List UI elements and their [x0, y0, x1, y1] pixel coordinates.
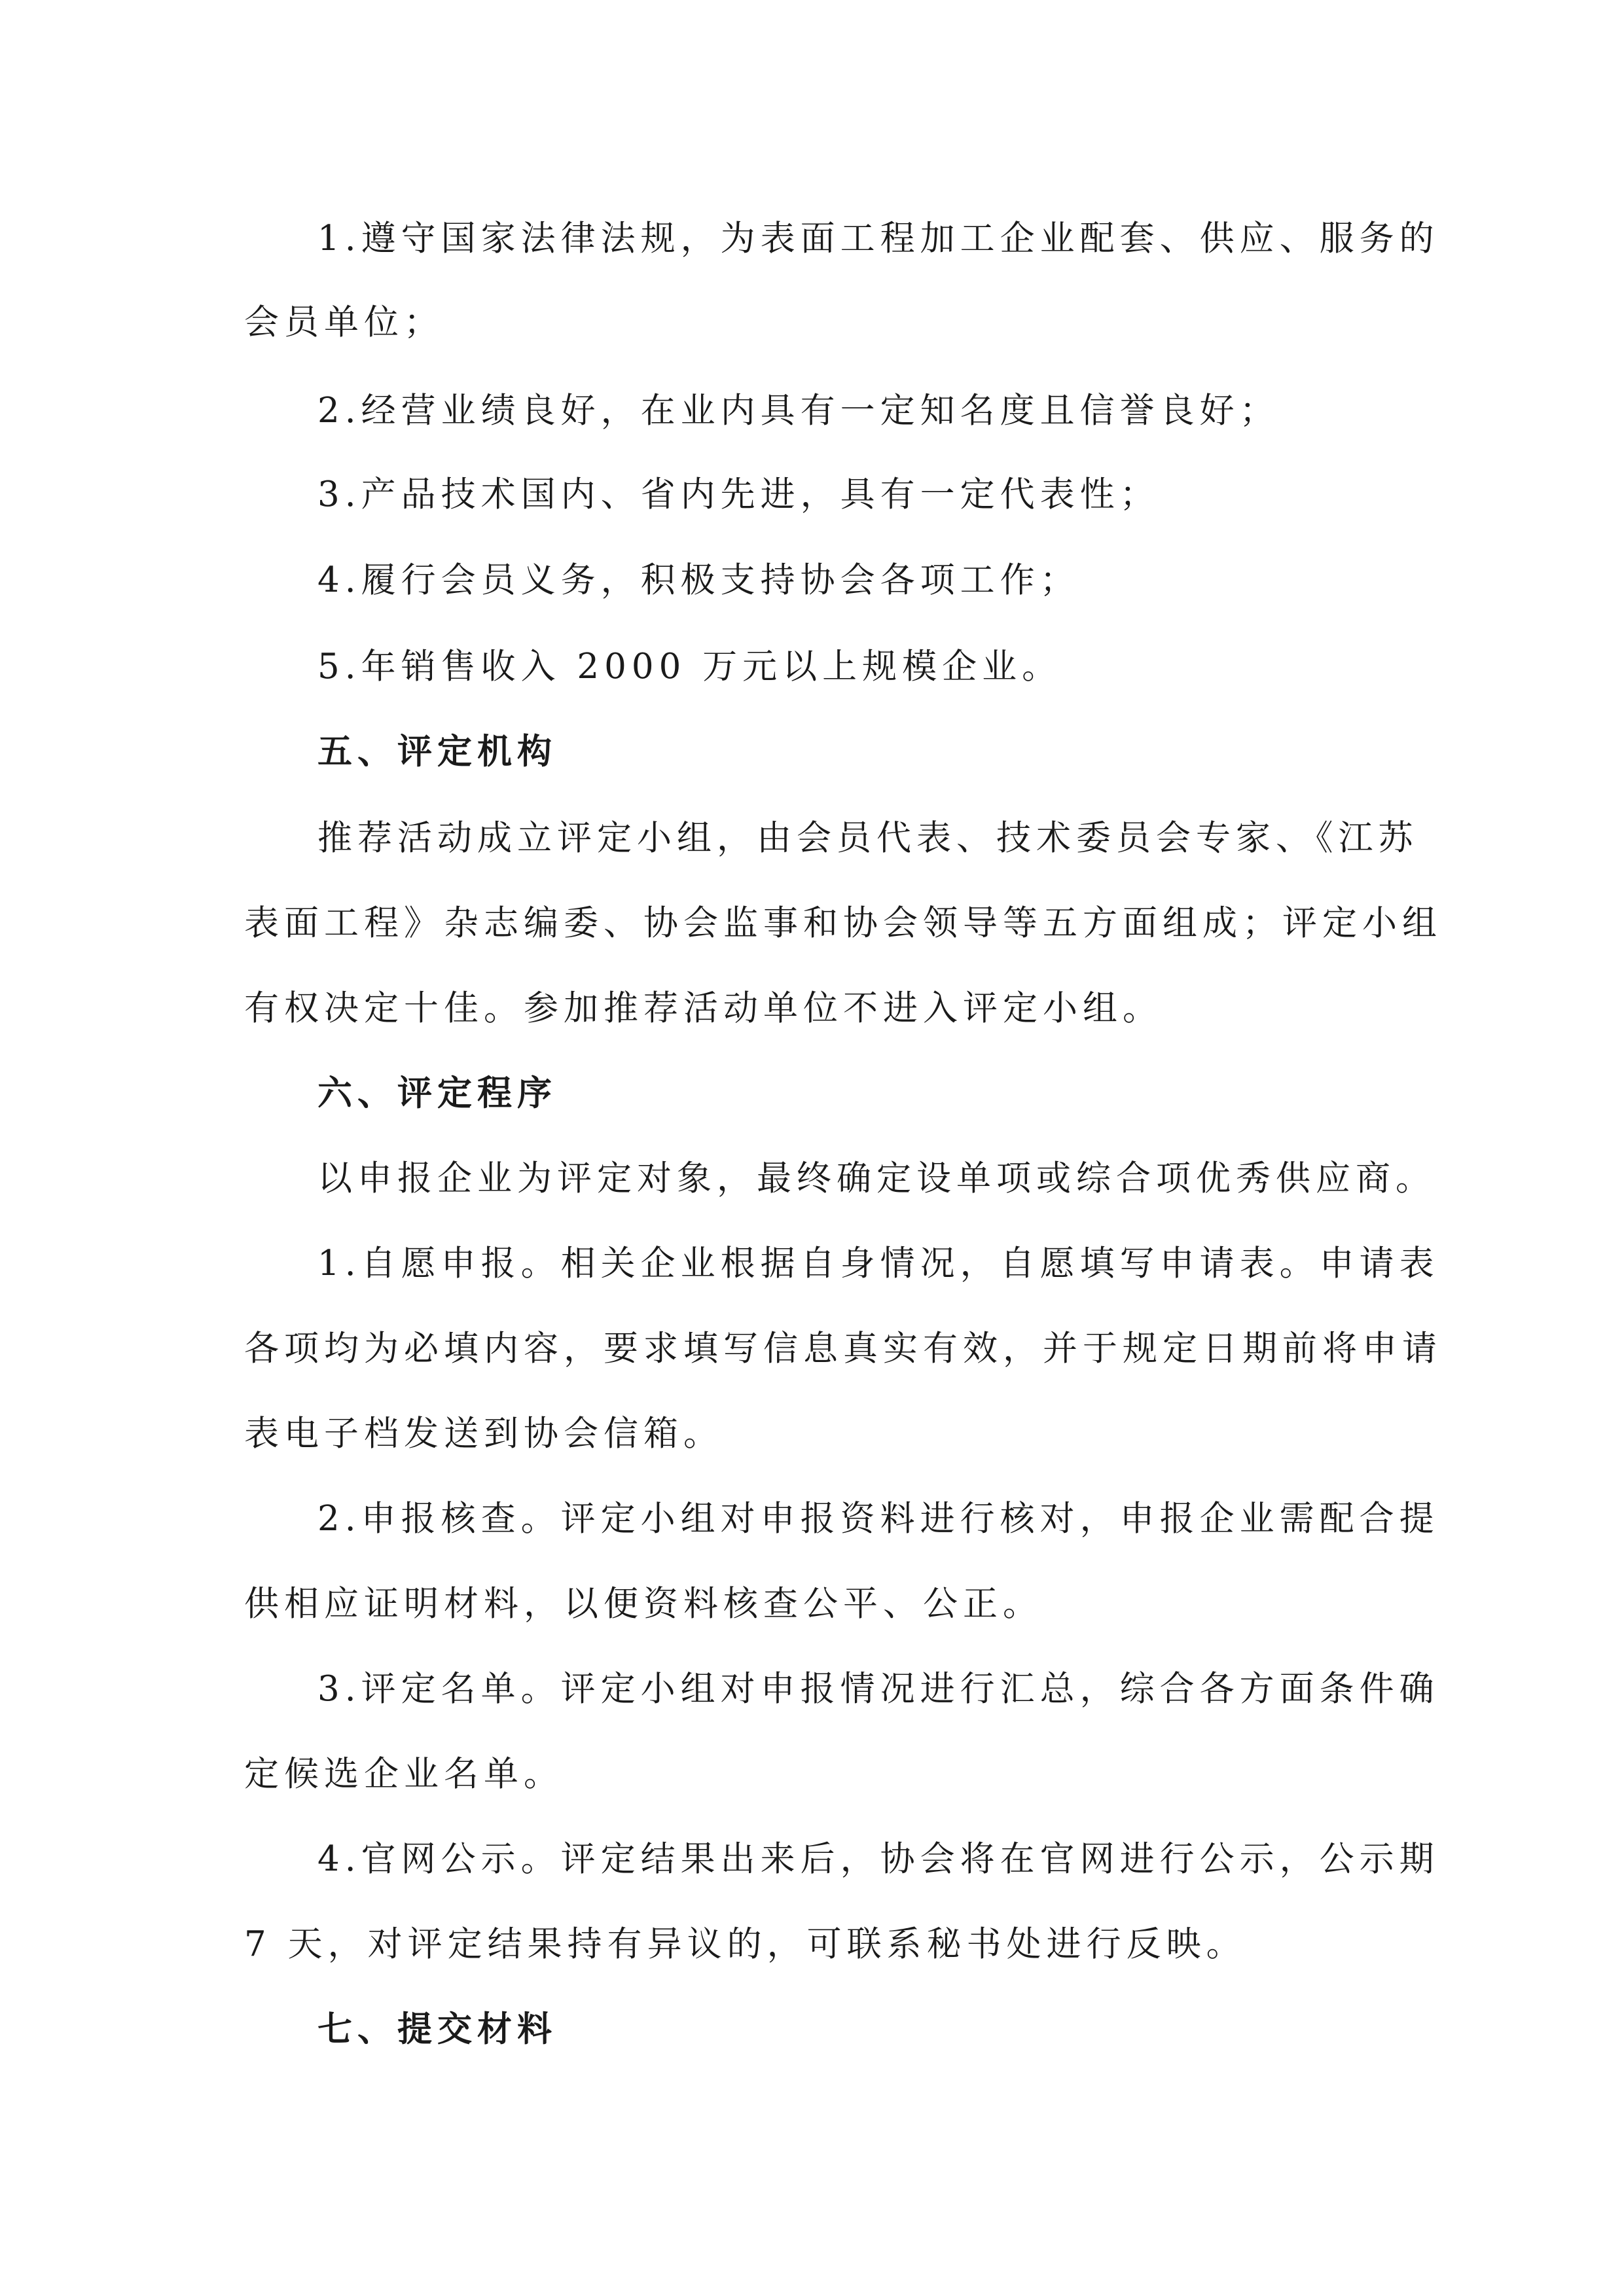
procedure-step-1-line-2: 各项均为必填内容，要求填写信息真实有效，并于规定日期前将申请 [244, 1329, 1442, 1369]
requirement-item-4: 4.履行会员义务，积极支持协会各项工作； [317, 560, 1080, 600]
requirement-item-5: 5.年销售收入 2000 万元以上规模企业。 [317, 647, 1062, 687]
procedure-step-1-line-3: 表电子档发送到协会信箱。 [244, 1414, 723, 1454]
procedure-step-4-line-1: 4.官网公示。评定结果出来后，协会将在官网进行公示，公示期 [317, 1839, 1439, 1879]
section-heading-6: 六、评定程序 [317, 1073, 557, 1113]
section-5-paragraph-line-2: 表面工程》杂志编委、协会监事和协会领导等五方面组成；评定小组 [244, 903, 1442, 943]
section-5-paragraph-line-3: 有权决定十佳。参加推荐活动单位不进入评定小组。 [244, 988, 1163, 1028]
procedure-step-2-line-1: 2.申报核查。评定小组对申报资料进行核对，申报企业需配合提 [317, 1499, 1439, 1539]
section-heading-5: 五、评定机构 [317, 732, 557, 772]
procedure-step-3-line-1: 3.评定名单。评定小组对申报情况进行汇总，综合各方面条件确 [317, 1669, 1439, 1709]
procedure-step-4-line-2: 7 天，对评定结果持有异议的，可联系秘书处进行反映。 [244, 1924, 1246, 1964]
procedure-step-1-line-1: 1.自愿申报。相关企业根据自身情况，自愿填写申请表。申请表 [317, 1244, 1439, 1283]
requirement-item-1-line-2: 会员单位； [244, 302, 444, 342]
procedure-step-2-line-2: 供相应证明材料，以便资料核查公平、公正。 [244, 1584, 1043, 1624]
section-6-intro: 以申报企业为评定对象，最终确定设单项或综合项优秀供应商。 [317, 1158, 1435, 1198]
section-heading-7: 七、提交材料 [317, 2009, 557, 2049]
section-5-paragraph-line-1: 推荐活动成立评定小组，由会员代表、技术委员会专家、《江苏 [317, 818, 1418, 858]
requirement-item-2: 2.经营业绩良好，在业内具有一定知名度且信誉良好； [317, 391, 1280, 431]
procedure-step-3-line-2: 定候选企业名单。 [244, 1754, 564, 1794]
requirement-item-1-line-1: 1.遵守国家法律法规，为表面工程加工企业配套、供应、服务的 [317, 219, 1439, 259]
requirement-item-3: 3.产品技术国内、省内先进，具有一定代表性； [317, 475, 1160, 514]
